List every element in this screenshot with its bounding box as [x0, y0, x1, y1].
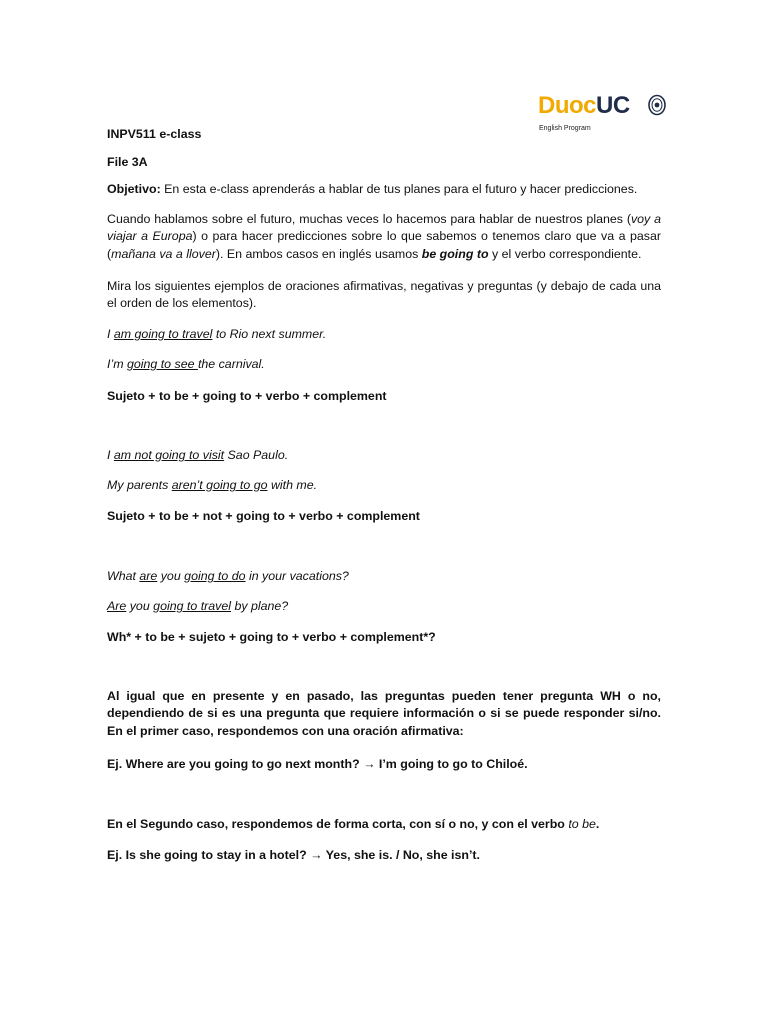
objective-text: En esta e-class aprenderás a hablar de tus planes para el futuro y hacer predicciones.: [160, 182, 638, 196]
example-verb-phrase: are: [139, 569, 158, 583]
intro-paragraph: [107, 211, 661, 263]
affirmative-example-1: [107, 326, 661, 343]
example-text: I: [107, 327, 114, 341]
objective-paragraph: [107, 181, 661, 198]
logo-uc-text: UC: [596, 92, 630, 119]
negative-example-1: [107, 447, 661, 464]
intro-text-4: y el verbo correspondiente.: [488, 246, 642, 261]
wh-example-answer: I’m going to go to Chiloé.: [375, 757, 528, 771]
intro-text-1: Cuando hablamos sobre el futuro, muchas veces lo hacemos para hablar de nuestros planes (: [107, 212, 631, 226]
example-text: you: [157, 569, 185, 583]
question-formula: Wh* + to be + sujeto + going to + verbo + complement*?: [107, 630, 436, 644]
example-verb-phrase: aren’t going to go: [171, 478, 268, 492]
example-text: with me.: [267, 478, 318, 492]
example-text: I’m: [107, 357, 127, 371]
arrow-right-icon: →: [310, 848, 323, 862]
university-seal-icon: [648, 94, 666, 116]
intro-example-rain: mañana va a llover: [111, 246, 216, 261]
wh-example-question: Ej. Where are you going to go next month?: [107, 757, 364, 771]
objective-label: Objetivo:: [107, 182, 161, 196]
intro-be-going-to: be going to: [421, 246, 489, 261]
yn-example-answer: Yes, she is. / No, she isn’t.: [322, 848, 480, 862]
example-verb-phrase: am going to travel: [113, 327, 213, 341]
question-example-2: [107, 598, 661, 615]
example-text: Sao Paulo.: [224, 448, 289, 462]
logo-duoc-text: Duoc: [538, 92, 596, 119]
example-verb-phrase: am not going to visit: [113, 448, 225, 462]
yes-no-example: [107, 847, 661, 864]
logo-subtitle: English Program: [539, 125, 591, 132]
second-case-text: En el Segundo caso, respondemos de forma corta, con sí o no, y con el verbo: [107, 817, 569, 831]
wh-example: [107, 756, 661, 773]
example-verb-phrase: Are: [107, 599, 127, 613]
example-text: the carnival.: [197, 357, 265, 371]
course-title: INPV511 e-class: [107, 127, 202, 141]
intro-example-travel: voy a viajar a Europa: [107, 212, 661, 244]
second-case-end: .: [595, 817, 600, 831]
second-case-paragraph: [107, 816, 661, 833]
wh-explanation-paragraph: Al igual que en presente y en pasado, las preguntas pueden tener pregunta WH o no, dependiendo de si es una pregunta que requiere información o si se puede responder si/no. En el primer caso, respondemos con una oración afirmativa:: [107, 689, 661, 738]
yn-example-question: Ej. Is she going to stay in a hotel?: [107, 848, 311, 862]
negative-example-2: [107, 477, 661, 494]
example-verb-phrase: going to see: [126, 357, 198, 371]
file-title: File 3A: [107, 155, 148, 169]
example-text: My parents: [107, 478, 172, 492]
example-verb-phrase: going to travel: [153, 599, 232, 613]
example-text: in your vacations?: [245, 569, 349, 583]
question-example-1: [107, 568, 661, 585]
example-verb-phrase: going to do: [184, 569, 246, 583]
intro-text-2: ) o para hacer predicciones sobre lo que sabemos o tenemos claro que va a pasar (: [107, 229, 661, 261]
example-text: you: [126, 599, 154, 613]
second-case-to-be: to be: [568, 817, 596, 831]
example-text: by plane?: [231, 599, 289, 613]
example-text: to Rio next summer.: [212, 327, 327, 341]
affirmative-example-2: [107, 356, 661, 373]
negative-formula: Sujeto + to be + not + going to + verbo + complement: [107, 509, 420, 523]
example-text: What: [107, 569, 140, 583]
logo-wordmark: [538, 92, 630, 120]
example-text: I: [107, 448, 114, 462]
instructions-paragraph: Mira los siguientes ejemplos de oraciones afirmativas, negativas y preguntas (y debajo de cada una el orden de los elementos).: [107, 279, 661, 311]
arrow-right-icon: →: [363, 757, 376, 771]
affirmative-formula: Sujeto + to be + going to + verbo + complement: [107, 389, 387, 403]
intro-text-3: ). En ambos casos en inglés usamos: [215, 246, 422, 261]
